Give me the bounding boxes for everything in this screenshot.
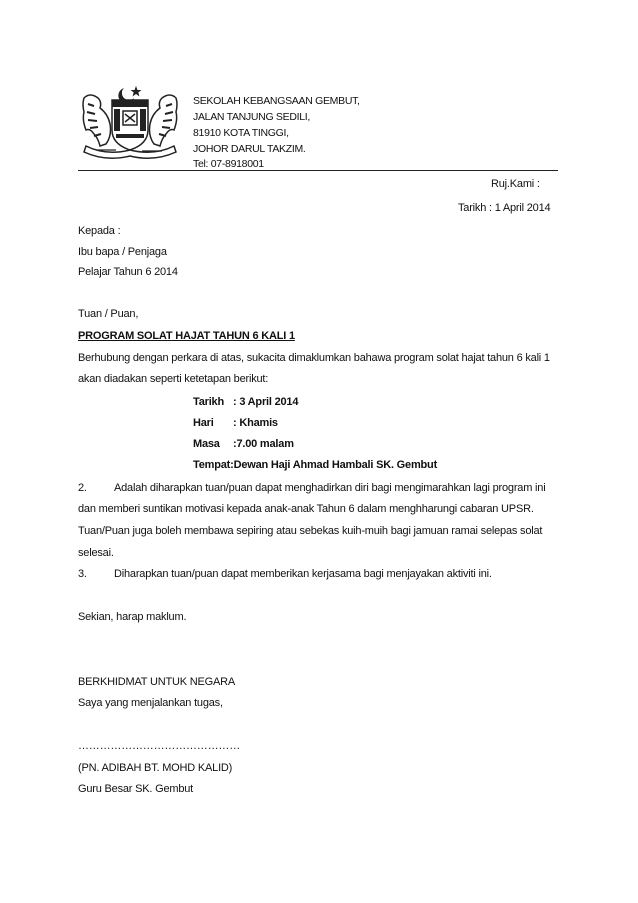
letterhead-divider	[78, 170, 558, 171]
paragraph-2-line-2: dan memberi suntikan motivasi kepada anak-anak Tahun 6 dalam menghharungi cabaran UPSR.	[78, 503, 534, 515]
school-name: SEKOLAH KEBANGSAAN GEMBUT,	[193, 95, 360, 107]
paragraph-2-line-4: selesai.	[78, 547, 114, 559]
paragraph-2-line-1: Adalah diharapkan tuan/puan dapat menghadirkan diri bagi mengimarahkan lagi program ini	[114, 482, 546, 494]
detail-row-time	[193, 438, 294, 451]
detail-row-venue	[193, 459, 437, 472]
signatory-name: (PN. ADIBAH BT. MOHD KALID)	[78, 762, 233, 774]
detail-label: Tempat	[193, 459, 231, 471]
reference-number: Ruj.Kami :	[491, 178, 540, 190]
detail-value: : 3 April 2014	[233, 396, 299, 408]
address-line-3: JOHOR DARUL TAKZIM.	[193, 143, 306, 155]
detail-label: Masa	[193, 438, 220, 450]
paragraph-2-line-3: Tuan/Puan juga boleh membawa sepiring atau sebekas kuih-muih bagi jamuan ramai selepas solat	[78, 525, 543, 537]
detail-label: Hari	[193, 417, 214, 429]
signature-line: ………………………………………	[78, 740, 241, 752]
phone-number: Tel: 07-8918001	[193, 158, 264, 170]
paragraph-2-number: 2.	[78, 482, 87, 494]
detail-row-date	[193, 396, 298, 409]
paragraph-1-line-1: Berhubung dengan perkara di atas, sukacita dimaklumkan bahawa program solat hajat tahun 6 kali 1	[78, 352, 550, 364]
detail-row-day	[193, 417, 278, 430]
salutation: Tuan / Puan,	[78, 308, 139, 320]
paragraph-1-line-2: akan diadakan seperti ketetapan berikut:	[78, 373, 269, 385]
recipient-heading: Kepada :	[78, 225, 121, 237]
sign-intro: Saya yang menjalankan tugas,	[78, 697, 223, 709]
coat-of-arms-logo	[78, 84, 182, 160]
motto: BERKHIDMAT UNTUK NEGARA	[78, 676, 235, 688]
recipient-line-1: Ibu bapa / Penjaga	[78, 246, 167, 258]
detail-value: :7.00 malam	[233, 438, 294, 450]
address-line-2: 81910 KOTA TINGGI,	[193, 127, 289, 139]
recipient-line-2: Pelajar Tahun 6 2014	[78, 266, 178, 278]
letter-date: Tarikh : 1 April 2014	[458, 202, 551, 214]
paragraph-3-number: 3.	[78, 568, 87, 580]
paragraph-3-line-1: Diharapkan tuan/puan dapat memberikan kerjasama bagi menjayakan aktiviti ini.	[114, 568, 492, 580]
detail-value: : Khamis	[233, 417, 278, 429]
subject-line: PROGRAM SOLAT HAJAT TAHUN 6 KALI 1	[78, 330, 295, 342]
detail-label: Tarikh	[193, 396, 224, 408]
address-line-1: JALAN TANJUNG SEDILI,	[193, 111, 311, 123]
closing-remark: Sekian, harap maklum.	[78, 611, 187, 623]
detail-value: :Dewan Haji Ahmad Hambali SK. Gembut	[230, 459, 438, 471]
signatory-title: Guru Besar SK. Gembut	[78, 783, 194, 795]
